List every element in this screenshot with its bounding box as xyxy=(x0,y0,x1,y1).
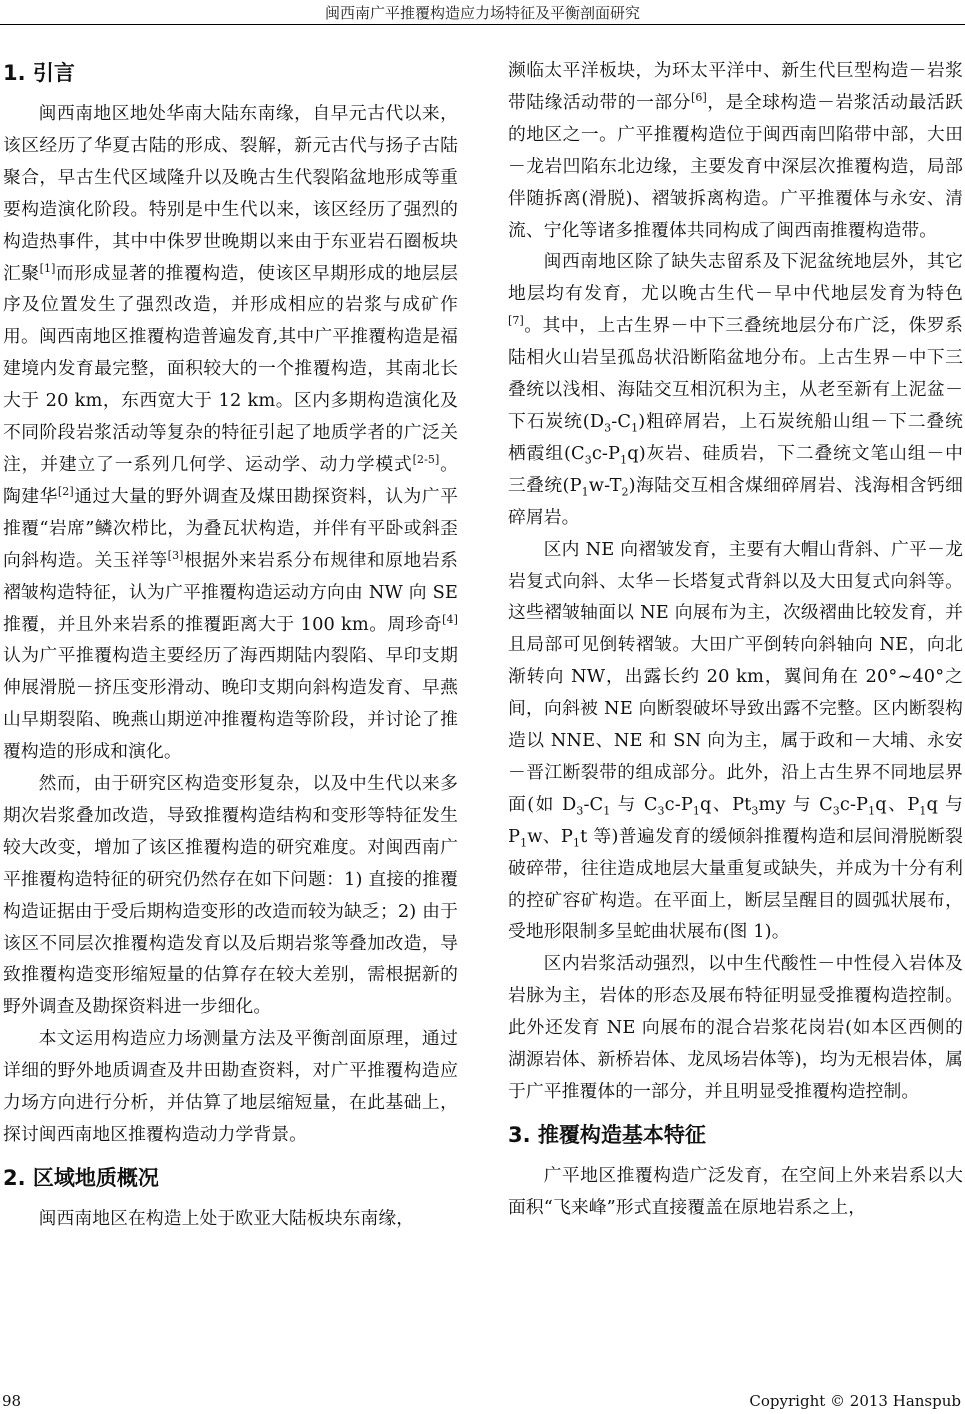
paragraph-intro-1: 闽西南地区地处华南大陆东南缘，自早元古代以来，该区经历了华夏古陆的形成、裂解，新元古代与扬子古陆聚合，早古生代区域隆升以及晚古生代裂陷盆地形成等重要构造演化阶段。特别是中生代以来，该区经历了强烈的构造热事件，其中中侏罗世晚期以来由于东亚岩石圈板块汇聚[1]而形成显著的推覆构造，使该区早期形成的地层层序及位置发生了强烈改造，并形成相应的岩浆与成矿作用。闽西南地区推覆构造普遍发育,其中广平推覆构造是福建境内发育最完整，面积较大的一个推覆构造，其南北长大于 20 km，东西宽大于 12 km。区内多期构造演化及不同阶段岩浆活动等复杂的特征引起了地质学者的广泛关注，并建立了一系列几何学、运动学、动力学模式[2-5]。陶建华[2]通过大量的野外调查及煤田勘探资料，认为广平推覆“岩席”鳞次栉比，为叠瓦状构造，并伴有平卧或斜歪向斜构造。关玉祥等[3]根据外来岩系分布规律和原地岩系褶皱构造特征，认为广平推覆构造运动方向由 NW 向 SE 推覆，并且外来岩系的推覆距离大于 100 km。周珍奇[4]认为广平推覆构造主要经历了海西期陆内裂陷、早印支期伸展滑脱－挤压变形滑动、晚印支期向斜构造发育、早燕山早期裂陷、晚燕山期逆冲推覆构造等阶段，并讨论了推覆构造的形成和演化。 xyxy=(3,103,458,763)
paragraph-thrust-1: 广平地区推覆构造广泛发育，在空间上外来岩系以大面积“飞来峰”形式直接覆盖在原地岩系之上， xyxy=(508,1164,963,1218)
copyright-notice: Copyright © 2013 Hanspub xyxy=(749,1392,961,1410)
right-column xyxy=(508,55,963,1224)
left-column xyxy=(3,55,458,1235)
paragraph-geology-1-start: 闽西南地区在构造上处于欧亚大陆板块东南缘， xyxy=(38,1207,415,1229)
paragraph-geology-3: 区内 NE 向褶皱发育，主要有大帽山背斜、广平－龙岩复式向斜、太华－长塔复式背斜以及大田复式向斜等。这些褶皱轴面以 NE 向展布为主，次级褶曲比较发育，并且局部可见倒转褶皱。大田广平倒转向斜轴向 NE，向北渐转向 NW，出露长约 20 km，翼间角在 20°~40°之间，向斜被 NE 向断裂破坏导致出露不完整。区内断裂构造以 NNE、NE 和 SN 向为主，属于政和－大埔、永安－晋江断裂带的组成部分。此外，沿上古生界不同地层界面(如 $D_3-C_1$ 与 $C_3c-P_1q$、$Pt_3my$ 与 $C_3c-P_1q$、$P_1q$ 与 $P_1w$、$P_1t$ 等)普遍发育的缓倾斜推覆构造和层间滑脱断裂破碎带，往往造成地层大量重复或缺失，并成为十分有利的控矿容矿构造。在平面上，断层呈醒目的圆弧状展布，受地形限制多呈蛇曲状展布(图 1)。 xyxy=(508,538,963,943)
paragraph-geology-4: 区内岩浆活动强烈，以中生代酸性－中性侵入岩体及岩脉为主，岩体的形态及展布特征明显受推覆构造控制。此外还发育 NE 向展布的混合岩浆花岗岩(如本区西侧的湖源岩体、新桥岩体、龙凤场岩体等)，均为无根岩体，属于广平推覆体的一部分，并且明显受推覆构造控制。 xyxy=(508,953,963,1102)
paragraph-intro-2: 然而，由于研究区构造变形复杂，以及中生代以来多期次岩浆叠加改造，导致推覆构造结构和变形等特征发生较大改变，增加了该区推覆构造的研究难度。对闽西南广平推覆构造特征的研究仍然存在如下问题：1) 直接的推覆构造证据由于受后期构造变形的改造而较为缺乏；2) 由于该区不同层次推覆构造发育以及后期岩浆等叠加改造，导致推覆构造变形缩短量的估算存在较大差别，需根据新的野外调查及勘探资料进一步细化。 xyxy=(3,773,458,1018)
header-rule xyxy=(0,24,965,25)
section-1-heading: 1. 引言 xyxy=(3,61,75,85)
paragraph-intro-3: 本文运用构造应力场测量方法及平衡剖面原理，通过详细的野外地质调查及井田勘查资料，对广平推覆构造应力场方向进行分析，并估算了地层缩短量，在此基础上，探讨闽西南地区推覆构造动力学背景。 xyxy=(3,1028,458,1145)
section-3-heading: 3. 推覆构造基本特征 xyxy=(508,1122,706,1147)
section-2-heading: 2. 区域地质概况 xyxy=(3,1165,159,1190)
running-head: 闽西南广平推覆构造应力场特征及平衡剖面研究 xyxy=(324,4,640,22)
paragraph-geology-2: 闽西南地区除了缺失志留系及下泥盆统地层外，其它地层均有发育，尤以晚古生代－早中代地层发育为特色[7]。其中，上古生界－中下三叠统地层分布广泛，侏罗系陆相火山岩呈孤岛状沿断陷盆地分布。上古生界－中下三叠统以浅相、海陆交互相沉积为主，从老至新有上泥盆－下石炭统$(D_3-C_1)$粗碎屑岩，上石炭统船山组－下二叠统栖霞组$(C_3c-P_1q)$灰岩、硅质岩，下二叠统文笔山组－中三叠统$(P_1w-T_2)$海陆交互相含煤细碎屑岩、浅海相含钙细碎屑岩。 xyxy=(508,251,963,528)
paragraph-geology-1-cont: 濒临太平洋板块，为环太平洋中、新生代巨型构造－岩浆带陆缘活动带的一部分[6]，是全球构造－岩浆活动最活跃的地区之一。广平推覆构造位于闽西南凹陷带中部，大田－龙岩凹陷东北边缘，主要发育中深层次推覆构造，局部伴随拆离(滑脱)、褶皱拆离构造。广平推覆体与永安、清流、宁化等诸多推覆体共同构成了闽西南推覆构造带。 xyxy=(508,60,963,241)
page-number: 98 xyxy=(2,1392,22,1410)
